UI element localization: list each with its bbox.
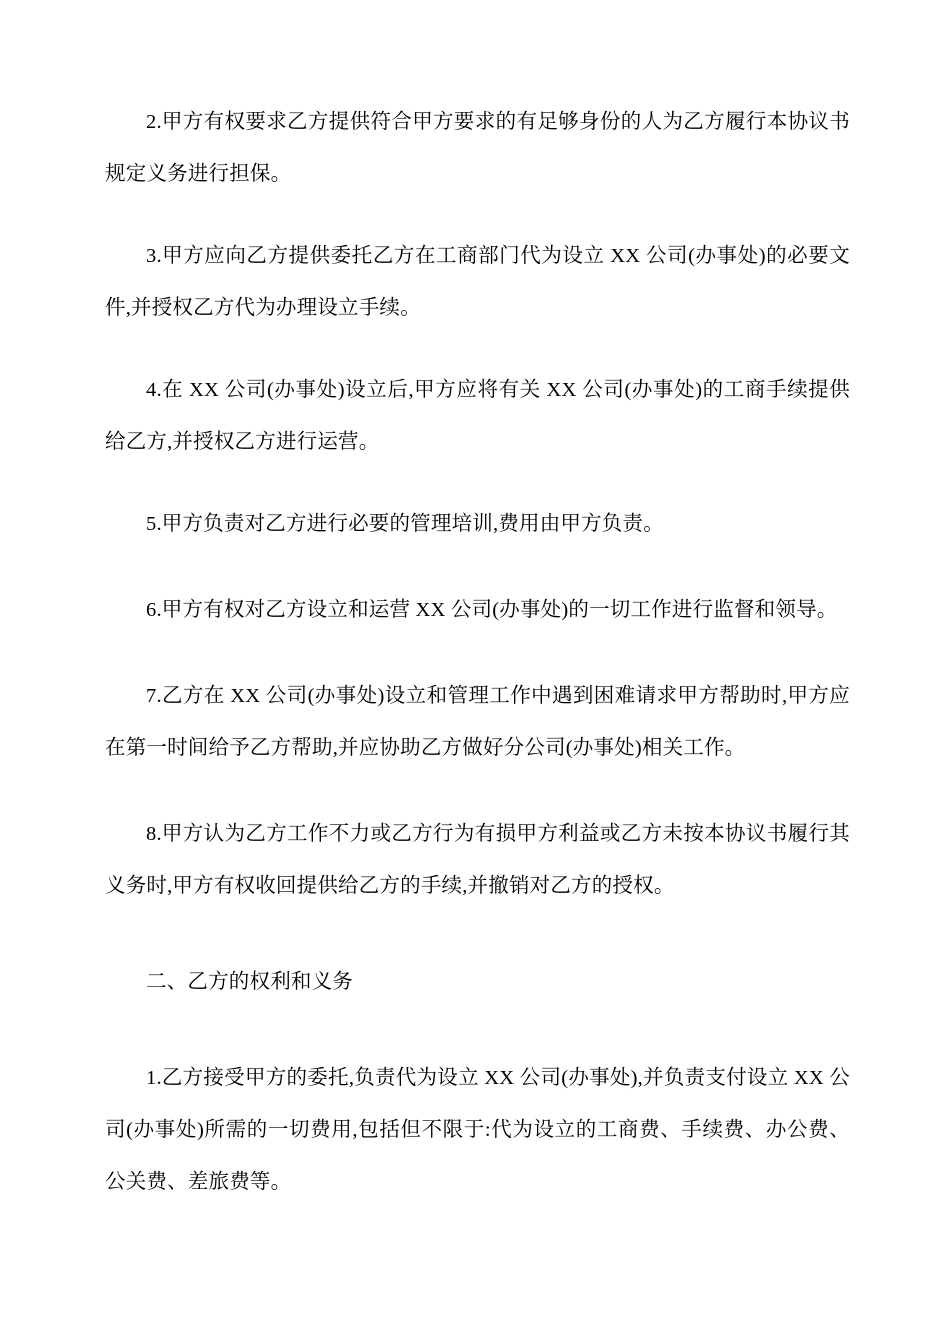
paragraph-clause-a2: 2.甲方有权要求乙方提供符合甲方要求的有足够身份的人为乙方履行本协议书规定义务进行担保。	[105, 111, 850, 185]
paragraph-clause-b1: 1.乙方接受甲方的委托,负责代为设立 XX 公司(办事处),并负责支付设立 XX 公司(办事处)所需的一切费用,包括但不限于:代为设立的工商费、手续费、办公费、公关费、差旅费等。	[105, 1067, 850, 1193]
paragraph-clause-a6: 6.甲方有权对乙方设立和运营 XX 公司(办事处)的一切工作进行监督和领导。	[146, 599, 838, 621]
document-body	[105, 96, 850, 1208]
paragraph-clause-a4: 4.在 XX 公司(办事处)设立后,甲方应将有关 XX 公司(办事处)的工商手续提供给乙方,并授权乙方进行运营。	[105, 379, 850, 453]
paragraph-clause-a7: 7.乙方在 XX 公司(办事处)设立和管理工作中遇到困难请求甲方帮助时,甲方应在第一时间给予乙方帮助,并应协助乙方做好分公司(办事处)相关工作。	[105, 685, 850, 759]
paragraph-clause-a8: 8.甲方认为乙方工作不力或乙方行为有损甲方利益或乙方未按本协议书履行其义务时,甲方有权收回提供给乙方的手续,并撤销对乙方的授权。	[105, 823, 850, 897]
paragraph-clause-a3: 3.甲方应向乙方提供委托乙方在工商部门代为设立 XX 公司(办事处)的必要文件,并授权乙方代为办理设立手续。	[105, 245, 850, 319]
paragraph-clause-a5: 5.甲方负责对乙方进行必要的管理培训,费用由甲方负责。	[146, 513, 664, 535]
section-heading-party-b: 二、乙方的权利和义务	[146, 971, 353, 993]
